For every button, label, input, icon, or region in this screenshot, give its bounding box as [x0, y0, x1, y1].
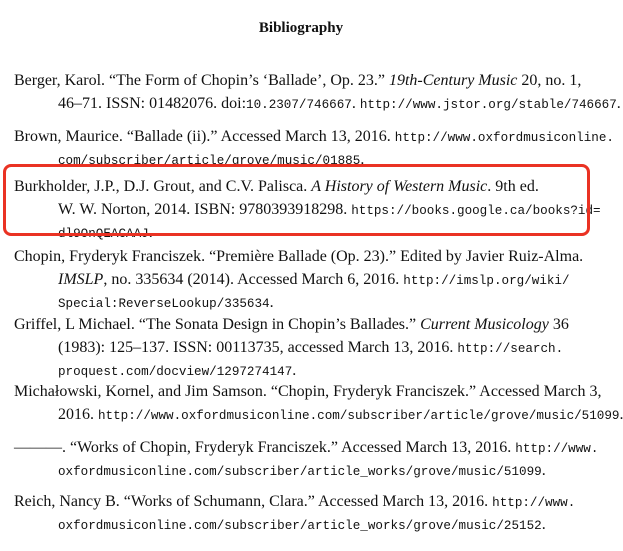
- entry-line: [14, 92, 621, 115]
- entry-text: .: [541, 462, 546, 479]
- entry-text: .: [541, 516, 546, 533]
- entry-text: W. W. Norton, 2014. ISBN: 9780393918298.: [58, 201, 352, 218]
- url-link[interactable]: http://www.: [492, 496, 576, 510]
- entry-text: 20, no. 1,: [517, 72, 582, 89]
- page-title: Bibliography: [258, 20, 344, 36]
- entry-line: [14, 268, 590, 291]
- entry-text: .: [616, 95, 621, 112]
- entry-text: 46–71. ISSN: 01482076. doi:: [58, 95, 247, 112]
- entry-text: 2016.: [58, 406, 98, 423]
- entry-line: [14, 459, 590, 482]
- entry-text: .: [360, 151, 365, 168]
- url-link[interactable]: http://www.: [515, 442, 599, 456]
- journal-title: 19th-Century Music: [388, 72, 518, 89]
- book-title: A History of Western Music: [311, 178, 488, 195]
- url-link[interactable]: com/subscriber/article/grove/music/01885: [58, 154, 361, 168]
- entry-line: [14, 291, 590, 314]
- bibliography-entry-reich: [14, 490, 590, 536]
- entry-text: Burkholder, J.P., D.J. Grout, and C.V. Palisca.: [14, 178, 312, 195]
- source-title: IMSLP: [58, 271, 104, 288]
- entry-text: .: [148, 224, 153, 241]
- entry-line: [14, 336, 590, 359]
- entry-text: Michałowski, Kornel, and Jim Samson. “Chopin, Fryderyk Franciszek.” Accessed March 3,: [14, 383, 602, 400]
- entry-text: Reich, Nancy B. “Works of Schumann, Clara.” Accessed March 13, 2016.: [14, 493, 493, 510]
- entry-line: [14, 245, 590, 268]
- url-link[interactable]: https://books.google.ca/books?id=: [351, 204, 601, 218]
- url-link[interactable]: http://www.jstor.org/stable/746667: [359, 98, 617, 112]
- entry-text: Berger, Karol. “The Form of Chopin’s ‘Ballade’, Op. 23.”: [14, 72, 389, 89]
- entry-text: .: [269, 294, 274, 311]
- entry-text: .: [292, 362, 297, 379]
- entry-line: [14, 380, 602, 403]
- entry-line: [14, 69, 590, 92]
- entry-text: (1983): 125–137. ISSN: 00113735, accessed March 13, 2016.: [58, 339, 458, 356]
- entry-line: [14, 359, 590, 382]
- entry-text: 36: [548, 316, 569, 333]
- url-link[interactable]: oxfordmusiconline.com/subscriber/article_works/grove/music/51099: [58, 465, 542, 479]
- entry-line: [14, 513, 590, 536]
- bibliography-entry-michalowski: [14, 380, 620, 426]
- url-link[interactable]: http://search.: [457, 342, 564, 356]
- entry-text: Brown, Maurice. “Ballade (ii).” Accessed March 13, 2016.: [14, 128, 395, 145]
- url-link[interactable]: http://www.oxfordmusiconline.: [394, 131, 614, 145]
- entry-text: . 9th ed.: [487, 178, 539, 195]
- entry-text: Chopin, Fryderyk Franciszek. “Première Ballade (Op. 23).” Edited by Javier Ruiz-Alma.: [14, 248, 584, 265]
- url-link[interactable]: Special:ReverseLookup/335634: [58, 297, 270, 311]
- entry-text: , no. 335634 (2014). Accessed March 6, 2016.: [103, 271, 404, 288]
- url-link[interactable]: proquest.com/docview/1297274147: [58, 365, 293, 379]
- url-link[interactable]: http://www.oxfordmusiconline.com/subscriber/article/grove/music/51099: [98, 409, 620, 423]
- entry-text: Griffel, L Michael. “The Sonata Design in Chopin’s Ballades.”: [14, 316, 421, 333]
- entry-line: [14, 125, 614, 148]
- doi-link[interactable]: 10.2307/746667: [246, 98, 352, 112]
- bibliography-entry-griffel: [14, 313, 590, 382]
- entry-line: [14, 490, 590, 513]
- bibliography-entry-berger: [14, 69, 621, 115]
- entry-text: [619, 406, 623, 423]
- entry-text: ———. “Works of Chopin, Fryderyk Franciszek.” Accessed March 13, 2016.: [14, 439, 516, 456]
- bibliography-entry-works-chopin: [14, 436, 599, 482]
- highlight-box: [3, 164, 590, 236]
- journal-title: Current Musicology: [420, 316, 549, 333]
- url-link[interactable]: dl9OnQEACAAJ: [58, 227, 149, 241]
- entry-line: [14, 313, 590, 336]
- url-link[interactable]: http://imslp.org/wiki/: [403, 274, 570, 288]
- url-link[interactable]: oxfordmusiconline.com/subscriber/article_works/grove/music/25152: [58, 519, 542, 533]
- entry-text: .: [351, 95, 360, 112]
- bibliography-entry-chopin: [14, 245, 590, 314]
- entry-line: [14, 436, 599, 459]
- entry-line: [14, 403, 620, 426]
